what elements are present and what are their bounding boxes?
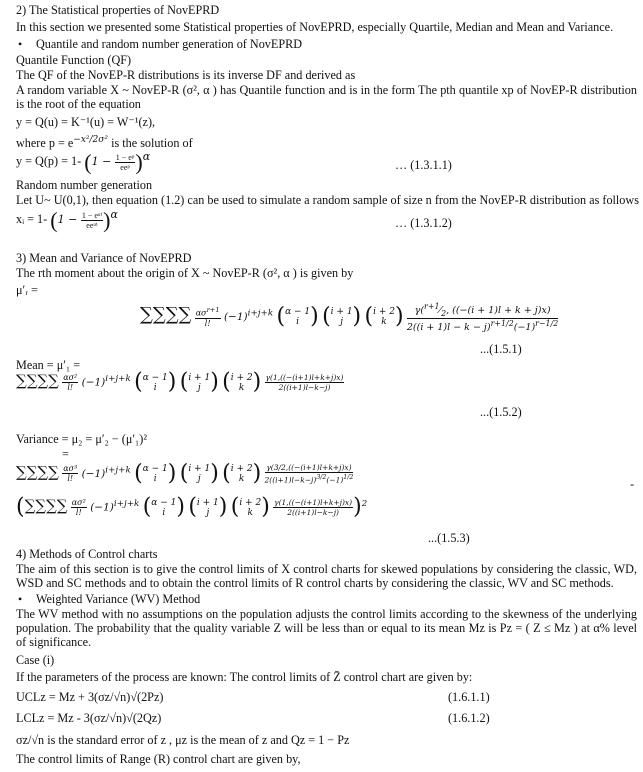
paragraph: The rth moment about the origin of X ~ NovEP-R (σ², α ) is given by [16,266,354,280]
subheading: Case (i) [16,653,55,667]
mean-label: Mean = μ′₁ = [16,358,81,372]
paragraph: The QF of the NovEP-R distributions is its inverse DF and derived as [16,68,356,82]
paragraph: If the parameters of the process are known: The control limits of Z̄ control chart are given by: [16,670,473,684]
equation-y1: y = Q(u) = K⁻¹(u) = W⁻¹(z), [16,115,156,129]
standard-error-line: σz/√n is the standard error of z , μz is the mean of z and Qz = 1 − Pz [16,733,350,747]
paragraph: A random variable X ~ NovEP-R (σ², α ) has Quantile function and is in the form The pth quantile xp of NovEP-R distribution is the root of the equation [16,83,637,111]
equation-number: (1.6.1.2) [448,711,490,725]
variance-equation-part2: (∑∑∑∑ $\frac{\text{ασ²}}{l!}$ $(-1)^{i+j+k}$ ( α − 1 i ) ( i + 1 j ) ( i + 2 k ) $\frac{\gamma(1,((-(i+1)l+k+j)x)}{2((i+1)l-k-j)}$ )$^2$ [16,494,368,520]
bullet-title: Quantile and random number generation of NovEPRD [36,37,303,51]
equation-x: xᵢ = 1- (1 − $\frac{\text{1 − eᵘⁱ}}{\text{eeᵘⁱ}}$ )$^\alpha$ [16,207,118,233]
equation-number: … (1.3.1.1) [395,158,452,172]
ucl-equation: UCLz = Mz + 3(σz/√n)√(2Pz) [16,690,164,704]
subheading: Random number generation [16,178,153,192]
variance-equation-part1: ∑∑∑∑ $\frac{\text{ασ³}}{l!}$ $(-1)^{i+j+k}$ ( α − 1 i ) ( i + 1 j ) ( i + 2 k ) $\frac{\gamma(3/2,((-(i+1)l+k+j)x)}{2((i+1)l-k-j)^{3/2}(-1)^{1/2}}$ [16,460,354,486]
equation-y2: y = Q(p) = 1- (1 − $\frac{\text{1 − eᵖ}}{\text{eeᵖ}}$ )$^\alpha$ [16,149,151,175]
moment-equation: ∑∑∑∑ $\frac{\alpha\sigma^{r+1}}{l!}$ $(-1)^{i+j+k}$ ( α − 1 i ) ( i + 1 j ) ( i + 2 k ) $\frac{\gamma(^{r+1}⁄_2, ((-(i + 1)l + k + j)x)}{2((i + 1)l - k - j)^{r+1/2}(-1)^{r-1/2}}$ [140,302,559,334]
equals-sign: = [62,447,69,461]
equation-number: ...(1.5.1) [480,342,522,356]
dash: - [630,477,635,491]
mean-equation: ∑∑∑∑ $\frac{\text{ασ²}}{l!}$ $(-1)^{i+j+k}$ ( α − 1 i ) ( i + 1 j ) ( i + 2 k ) $\frac{\gamma(1,((-(i+1)l+k+j)x)}{2((i+1)l-k-j)}$ [16,369,344,395]
where-line: where $p = e^{-x^2/2\sigma^2}$ is the solution of [16,135,193,151]
section-heading: 3) Mean and Variance of NovEPRD [16,251,192,265]
paragraph: The WV method with no assumptions on the population adjusts the control limits according to the skewness of the underlying population. The probability that the quality variable Z will be less than or equal to its mean Mz is Pz = ( Z ≤ Mz ) at α% level of significance. [16,607,637,649]
subheading: Quantile Function (QF) [16,53,132,67]
variance-label: Variance = μ₂ = μ′₂ − (μ′₁)² [16,432,147,446]
bullet-icon: • [18,592,23,606]
bullet-icon: • [18,37,23,51]
paragraph: The control limits of Range (R) control chart are given by, [16,752,301,766]
paragraph: Let U~ U(0,1), then equation (1.2) can be used to simulate a random sample of size n from the NovEP-R distribution as follows [16,193,639,207]
equation-number: ...(1.5.3) [428,531,470,545]
equation-number: (1.6.1.1) [448,690,490,704]
equation-number: ...(1.5.2) [480,405,522,419]
paragraph: The aim of this section is to give the control limits of X control charts for skewed populations by considering the classic, WD, WSD and SC methods and to obtain the control limits of R control charts by considering the classic, WV and SC methods. [16,562,637,590]
paragraph: In this section we presented some Statistical properties of NovEPRD, especially Quartile, Median and Mean and Variance. [16,20,614,34]
section-heading: 2) The Statistical properties of NovEPRD [16,3,220,17]
lcl-equation: LCLz = Mz - 3(σz/√n)√(2Qz) [16,711,162,725]
section-heading: 4) Methods of Control charts [16,547,158,561]
bullet-title: Weighted Variance (WV) Method [36,592,201,606]
mu-r-label: μ′ᵣ = [16,283,38,297]
equation-number: … (1.3.1.2) [395,216,452,230]
